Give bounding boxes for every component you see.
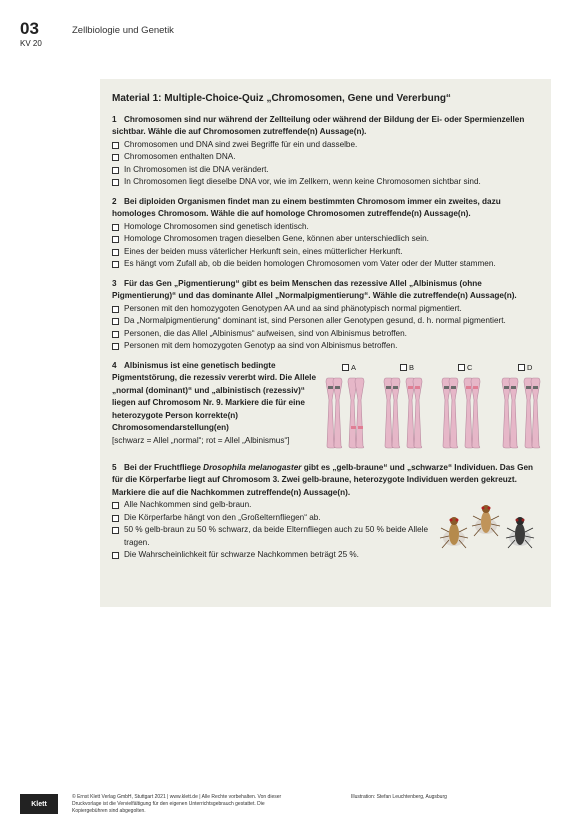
- option-label: Homologe Chromosomen sind genetisch identisch.: [124, 221, 309, 231]
- chromosome-options: [324, 362, 550, 452]
- question-1: [112, 114, 540, 189]
- option[interactable]: [112, 164, 540, 177]
- question-2: [112, 196, 540, 271]
- option[interactable]: [112, 151, 540, 164]
- option-letter: C: [467, 362, 473, 372]
- option-b-checkbox[interactable]: [400, 362, 414, 375]
- option[interactable]: [112, 139, 540, 152]
- chapter-number: 03: [20, 19, 39, 38]
- checkbox[interactable]: [112, 552, 119, 559]
- chromosome-pair-c: [440, 376, 490, 450]
- option-letter: B: [409, 362, 415, 372]
- option-label: In Chromosomen ist die DNA verändert.: [124, 164, 269, 174]
- option-letter: D: [527, 362, 533, 372]
- question-number: 4: [112, 360, 117, 370]
- question-3: [112, 278, 540, 353]
- option-a-checkbox[interactable]: [342, 362, 356, 375]
- question-text: Albinismus ist eine genetisch bedingte Pigmentstörung, die rezessiv vererbt wird. Die Allele „normal (dominant)“ und „albinistisch (rezessiv)“ liegen auf Chromosom Nr. 9. Markiere die für eine heterozygote Person korrekte(n) Chromosomendarstellung(en): [112, 360, 316, 432]
- option-label: Personen mit den homozygoten Genotypen AA und aa sind phänotypisch normal pigmentiert.: [124, 303, 462, 313]
- option-label: Personen mit dem homozygoten Genotyp aa sind von Albinismus betroffen.: [124, 341, 398, 350]
- option-label: 50 % gelb-braun zu 50 % schwarz, da beide Elternfliegen auch zu 50 % beide Allele tragen.: [124, 525, 429, 547]
- option-label: Chromosomen enthalten DNA.: [124, 152, 236, 161]
- option[interactable]: [112, 524, 442, 549]
- option-label: Personen, die das Allel „Albinismus“ aufweisen, sind von Albinismus betroffen.: [124, 328, 407, 338]
- fruit-fly-illustration: [436, 490, 540, 560]
- option-label: Die Körperfarbe hängt von den „Großelternfliegen“ ab.: [124, 512, 321, 522]
- fly-icon: [440, 517, 468, 548]
- checkbox[interactable]: [112, 142, 119, 149]
- option-label: Es hängt vom Zufall ab, ob die beiden homologen Chromosomen vom Vater oder der Mutter stammen.: [124, 259, 496, 268]
- fly-icon: [506, 517, 534, 548]
- question-number: 5: [112, 462, 117, 472]
- color-legend-note: [schwarz = Allel „normal“; rot = Allel „Albinismus“]: [112, 435, 290, 445]
- question-number: 3: [112, 278, 117, 288]
- option[interactable]: [112, 340, 540, 353]
- chromosome-pair-a: [324, 376, 374, 450]
- fly-icon: [472, 505, 500, 536]
- option[interactable]: [112, 176, 540, 189]
- option[interactable]: [112, 221, 540, 234]
- checkbox[interactable]: [342, 364, 349, 371]
- checkbox[interactable]: [112, 261, 119, 268]
- klett-logo: Klett: [20, 794, 58, 814]
- option-letter: A: [351, 362, 357, 372]
- checkbox[interactable]: [112, 249, 119, 256]
- subject-title: Zellbiologie und Genetik: [72, 25, 174, 36]
- checkbox[interactable]: [112, 167, 119, 174]
- question-number: 1: [112, 114, 117, 124]
- checkbox[interactable]: [112, 502, 119, 509]
- option-label: Die Wahrscheinlichkeit für schwarze Nachkommen beträgt 25 %.: [124, 550, 359, 559]
- question-text-part: Bei der Fruchtfliege: [124, 462, 204, 472]
- option[interactable]: [112, 246, 540, 259]
- option-label: Da „Normalpigmentierung“ dominant ist, sind Personen aller Genotypen gesund, d. h. normal pigmentiert.: [124, 316, 506, 325]
- option-label: Eines der beiden muss väterlicher Herkunft sein, eines mütterlicher Herkunft.: [124, 246, 403, 256]
- option[interactable]: [112, 258, 540, 271]
- copyright-notice: © Ernst Klett Verlag GmbH, Stuttgart 2021 | www.klett.de | Alle Rechte vorbehalten. Von dieser Druckvorlage ist die Vervielfältigung für den eigenen Unterrichtsgebrauch gestattet. Die Kopiergebühren sind abgegolten.: [72, 794, 282, 814]
- question-4: [112, 360, 540, 455]
- checkbox[interactable]: [112, 236, 119, 243]
- checkbox[interactable]: [112, 306, 119, 313]
- illustration-credit: Illustration: Stefan Leuchtenberg, Augsburg: [351, 794, 447, 800]
- question-text: Bei diploiden Organismen findet man zu einem bestimmten Chromosom immer ein zweites, dazu homologes Chromosom. Wähle die auf homologe Chromosomen zutreffende(n) Aussage(n).: [112, 196, 501, 218]
- option[interactable]: [112, 303, 540, 316]
- option[interactable]: [112, 328, 540, 341]
- option[interactable]: [112, 549, 442, 562]
- checkbox[interactable]: [112, 331, 119, 338]
- checkbox[interactable]: [458, 364, 465, 371]
- checkbox[interactable]: [112, 343, 119, 350]
- option-c-checkbox[interactable]: [458, 362, 472, 375]
- checkbox[interactable]: [112, 527, 119, 534]
- question-text: Chromosomen sind nur während der Zellteilung oder während der Bildung der Ei- oder Spermienzellen sichtbar. Wähle die auf Chromosomen zutreffende(n) Aussage(n).: [112, 114, 525, 136]
- option-d-checkbox[interactable]: [518, 362, 532, 375]
- question-5: [112, 462, 540, 562]
- option-label: Alle Nachkommen sind gelb-braun.: [124, 500, 252, 509]
- worksheet-code: KV 20: [20, 39, 42, 48]
- checkbox[interactable]: [400, 364, 407, 371]
- option-label: In Chromosomen liegt dieselbe DNA vor, wie im Zellkern, wenn keine Chromosomen sichtbar sind.: [124, 177, 481, 186]
- option[interactable]: [112, 499, 442, 512]
- question-text-part: gibt es „gelb-braune“ und „schwarze“ Individuen. Das Gen für die Körperfarbe liegt auf Chromosom 3. Zwei gelb-braune, heterozygote Individuen werden gekreuzt. Markiere die auf die Nachkommen zutreffende(n) Aussage(n).: [112, 462, 534, 497]
- checkbox[interactable]: [112, 224, 119, 231]
- option-label: Chromosomen und DNA sind zwei Begriffe für ein und dasselbe.: [124, 139, 358, 149]
- chromosome-pair-b: [382, 376, 432, 450]
- checkbox[interactable]: [112, 179, 119, 186]
- question-text: Für das Gen „Pigmentierung“ gibt es beim Menschen das rezessive Allel „Albinismus (ohne Pigmentierung)“ und das dominante Allel „Normalpigmentierung“. Wähle die zutreffende(n) Aussage(n).: [112, 278, 517, 300]
- question-number: 2: [112, 196, 117, 206]
- material-title: Material 1: Multiple-Choice-Quiz „Chromosomen, Gene und Vererbung“: [112, 93, 451, 104]
- option[interactable]: [112, 512, 442, 525]
- chromosome-pair-d: [500, 376, 550, 450]
- option-label: Homologe Chromosomen tragen dieselben Gene, können aber unterschiedlich sein.: [124, 234, 429, 243]
- checkbox[interactable]: [112, 154, 119, 161]
- material-panel: [100, 79, 551, 607]
- option[interactable]: [112, 233, 540, 246]
- checkbox[interactable]: [518, 364, 525, 371]
- checkbox[interactable]: [112, 515, 119, 522]
- checkbox[interactable]: [112, 318, 119, 325]
- option[interactable]: [112, 315, 540, 328]
- species-name: Drosophila melanogaster: [203, 462, 302, 472]
